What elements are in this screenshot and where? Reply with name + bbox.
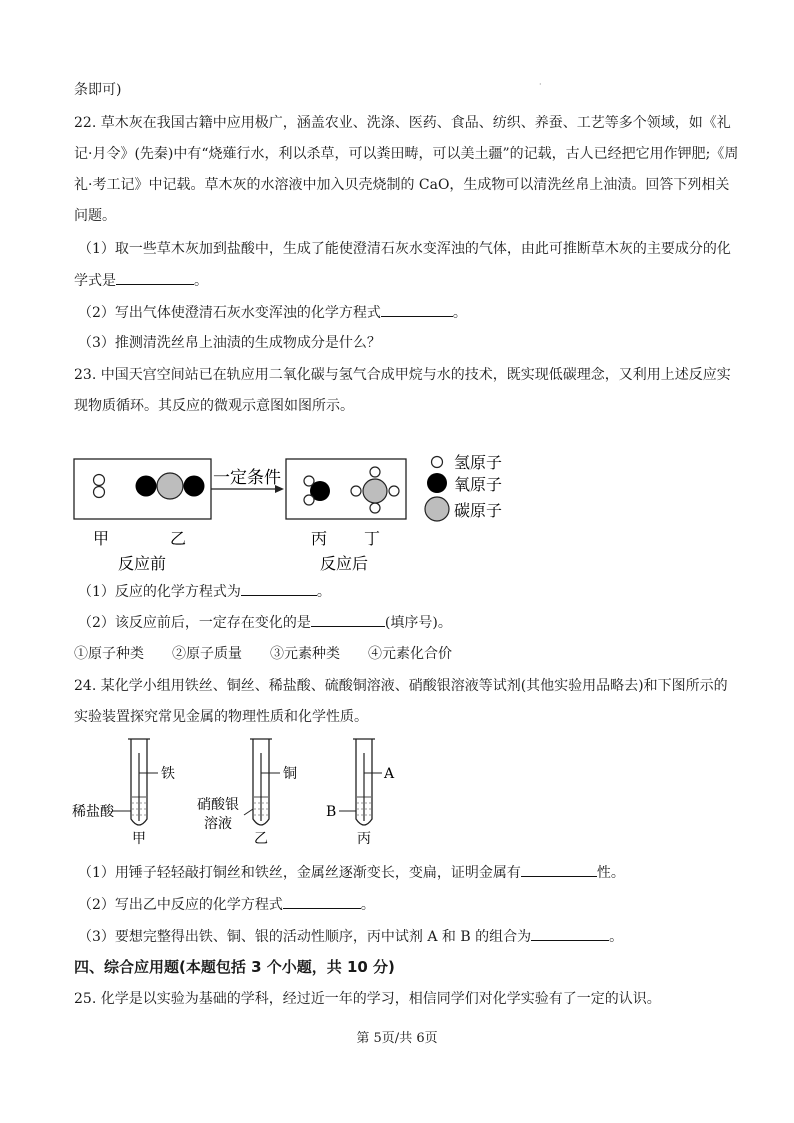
section-4-heading: 四、综合应用题(本题包括 3 个小题，共 10 分) (74, 958, 395, 976)
q22-stem-line-2: 记·月令》(先秦)中有“烧薙行水，利以杀草，可以粪田畴，可以美土疆”的记载，古人已经把它用作钾肥;《周 (74, 146, 739, 162)
q24-stem-line-2: 实验装置探究常见金属的物理性质和化学性质。 (74, 709, 368, 725)
label-reagent-b: B (326, 804, 337, 820)
test-tube-diagram (0, 735, 794, 850)
q22-part1-answer-blank[interactable] (116, 270, 194, 285)
q24-part2-answer-blank[interactable] (283, 894, 361, 909)
q24-part3-end: 。 (609, 929, 624, 945)
q23-part1 (78, 581, 331, 602)
legend-hydrogen-icon (432, 457, 443, 468)
q24-part2-text: （2）写出乙中反应的化学方程式 (78, 897, 283, 913)
label-tube-yi: 乙 (254, 831, 268, 847)
q24-part2 (78, 894, 375, 915)
hydrogen-atom (351, 486, 361, 496)
hydrogen-atom (370, 467, 380, 477)
hydrogen-atom (370, 503, 380, 513)
reaction-diagram (0, 440, 794, 580)
q22-part2 (78, 302, 467, 323)
q24-part1-text: （1）用锤子轻轻敲打铜丝和铁丝，金属丝逐渐变长，变扁，证明金属有 (78, 865, 521, 881)
q22-part1-line-2 (74, 270, 208, 291)
legend-hydrogen: 氢原子 (454, 453, 503, 472)
oxygen-atom (184, 476, 205, 497)
q23-part2-answer-blank[interactable] (311, 612, 385, 627)
reaction-condition: 一定条件 (213, 468, 281, 488)
hydrogen-atom (94, 475, 105, 486)
label-before-reaction: 反应前 (118, 554, 167, 573)
test-tube-bing (339, 739, 382, 825)
q22-part1-text: 学式是 (74, 273, 116, 289)
label-yi: 乙 (170, 529, 187, 548)
q24-part3-text: （3）要想完整得出铁、铜、银的活动性顺序，丙中试剂 A 和 B 的组合为 (78, 929, 532, 945)
q23-part1-answer-blank[interactable] (241, 581, 317, 596)
hydrogen-atom (304, 476, 314, 486)
q22-part2-end: 。 (452, 305, 467, 321)
q23-part2-end: (填序号)。 (384, 615, 452, 631)
legend-carbon: 碳原子 (454, 501, 503, 520)
q22-stem-line-3: 礼·考工记》中记载。草木灰的水溶液中加入贝壳烧制的 CaO，生成物可以清洗丝帛上油渍。回答下列相关 (74, 177, 730, 193)
label-dilute-hcl: 稀盐酸 (72, 804, 114, 820)
page-footer: 第 5页/共 6页 (356, 1031, 438, 1046)
after-reaction-box (286, 459, 406, 519)
q22-part1-end: 。 (194, 273, 208, 289)
label-jia: 甲 (93, 529, 110, 548)
label-reagent-a: A (384, 766, 395, 782)
label-copper: 铜 (283, 766, 297, 782)
carbon-atom (157, 473, 183, 499)
hydrogen-atom (94, 487, 105, 498)
test-tube-jia (112, 739, 158, 825)
label-after-reaction: 反应后 (320, 554, 369, 573)
oxygen-atom (136, 476, 157, 497)
q23-part1-end: 。 (316, 584, 331, 600)
q23-stem-line-1: 23. 中国天宫空间站已在轨应用二氧化碳与氢气合成甲烷与水的技术，既实现低碳理念，又利用上述反应实 (74, 367, 731, 383)
q24-part1-end: 性。 (596, 865, 625, 881)
q23-part1-text: （1）反应的化学方程式为 (78, 584, 241, 600)
q24-part1-answer-blank[interactable] (521, 862, 597, 877)
q25-stem: 25. 化学是以实验为基础的学科，经过近一年的学习，相信同学们对化学实验有了一定的认识。 (74, 991, 661, 1007)
hydrogen-atom (389, 486, 399, 496)
legend-oxygen: 氧原子 (454, 475, 503, 494)
q24-stem-line-1: 24. 某化学小组用铁丝、铜丝、稀盐酸、硫酸铜溶液、硝酸银溶液等试剂(其他实验用品略去)和下图所示的 (74, 678, 728, 694)
q22-stem-line-1: 22. 草木灰在我国古籍中应用极广，涵盖农业、洗涤、医药、食品、纺织、养蚕、工艺等多个领域，如《礼 (74, 115, 731, 131)
q23-part2-text: （2）该反应前后，一定存在变化的是 (78, 615, 311, 631)
legend-carbon-icon (425, 497, 449, 521)
q23-part2 (78, 612, 452, 633)
label-bing: 丙 (311, 529, 328, 548)
label-tube-bing: 丙 (357, 831, 371, 847)
q24-part1 (78, 862, 625, 883)
q22-part2-text: （2）写出气体使澄清石灰水变浑浊的化学方程式 (78, 305, 381, 321)
carbon-atom (363, 479, 387, 503)
hydrogen-atom (304, 495, 314, 505)
label-silver-nitrate-2: 溶液 (204, 816, 232, 832)
scan-dot: · (539, 80, 542, 89)
q24-part2-end: 。 (360, 897, 375, 913)
q22-part3: （3）推测清洗丝帛上油渍的生成物成分是什么？ (78, 335, 381, 351)
q22-stem-line-4: 问题。 (74, 208, 116, 224)
label-ding: 丁 (364, 529, 381, 548)
q22-part1-line-1: （1）取一些草木灰加到盐酸中，生成了能使澄清石灰水变浑浊的气体，由此可推断草木灰的主要成分的化 (78, 241, 731, 257)
q23-stem-line-2: 现物质循环。其反应的微观示意图如图所示。 (74, 398, 354, 414)
intro-continuation: 条即可) (74, 82, 122, 98)
q22-part2-answer-blank[interactable] (381, 302, 453, 317)
label-iron: 铁 (161, 766, 175, 782)
q23-options: ①原子种类 ②原子质量 ③元素种类 ④元素化合价 (74, 646, 452, 662)
label-tube-jia: 甲 (132, 831, 146, 847)
q24-part3-answer-blank[interactable] (531, 926, 609, 941)
q24-part3 (78, 926, 623, 947)
label-silver-nitrate-1: 硝酸银 (197, 797, 239, 813)
legend-oxygen-icon (427, 473, 447, 493)
test-tube-yi (244, 739, 280, 825)
